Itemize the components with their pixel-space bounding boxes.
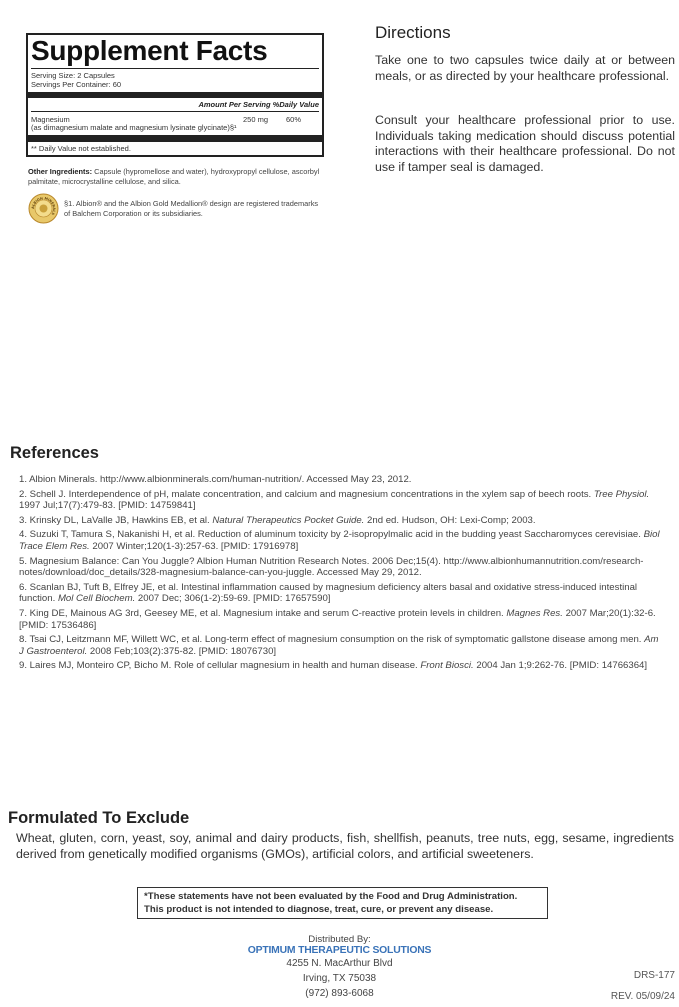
other-ingredients-label: Other Ingredients: bbox=[28, 167, 93, 176]
exclude-heading: Formulated To Exclude bbox=[8, 809, 190, 827]
divider-thick bbox=[28, 92, 322, 98]
reference-citation: 1997 Jul;17(7):479-83. [PMID: 14759841] bbox=[19, 500, 196, 512]
nutrient-amount: 250 mg bbox=[243, 115, 269, 124]
fda-disclaimer-line-2: This product is not intended to diagnose, treat, cure, or prevent any disease. bbox=[144, 903, 494, 915]
reference-journal: Mol Cell Biochem. bbox=[57, 593, 136, 605]
reference-item bbox=[19, 474, 665, 486]
reference-journal: Biol Trace Elem Res. bbox=[19, 529, 660, 552]
reference-journal: Front Biosci. bbox=[420, 660, 474, 672]
other-ingredients bbox=[28, 167, 328, 186]
distributor-address-2: Irving, TX 75038 bbox=[302, 973, 377, 984]
distributor-address-1: 4255 N. MacArthur Blvd bbox=[286, 958, 393, 969]
other-ingredients-text: Capsule (hypromellose and water), hydroxypropyl cellulose, ascorbyl palmitate, microcrystalline cellulose, and silica. bbox=[28, 167, 320, 186]
reference-item bbox=[19, 634, 665, 657]
reference-text: 3. Krinsky DL, LaValle JB, Hawkins EB, et al. bbox=[19, 514, 213, 526]
fda-disclaimer-box bbox=[137, 887, 548, 919]
nutrient-source: (as dimagnesium malate and magnesium lysinate glycinate)§¹ bbox=[31, 123, 237, 132]
reference-item bbox=[19, 515, 665, 527]
references-heading: References bbox=[10, 444, 99, 462]
reference-citation: 2007 Winter;120(1-3):257-63. [PMID: 17916978] bbox=[89, 540, 299, 552]
directions-paragraph-2: Consult your healthcare professional prior to use. Individuals taking medication should discuss potential interactions with their healthcare professional. Do not use if tamper seal is damaged. bbox=[375, 113, 675, 175]
supplement-facts-title: Supplement Facts bbox=[31, 35, 268, 66]
reference-text: 9. Laires MJ, Monteiro CP, Bicho M. Role of cellular magnesium in health and human disease. bbox=[19, 660, 421, 672]
reference-item bbox=[19, 529, 665, 552]
directions-paragraph-1: Take one to two capsules twice daily at or between meals, or as directed by your healthcare professional. bbox=[375, 53, 675, 83]
nutrient-row bbox=[31, 114, 319, 132]
reference-text: 5. Magnesium Balance: Can You Juggle? Albion Human Nutrition Research Notes. 2006 Dec;15(4). http://www.albionhumannutrition.com/research-notes/download/doc_details/328-magnesium-balance-can-you-juggle. Accessed May 29, 2012. bbox=[19, 555, 644, 579]
reference-text: 6. Scanlan BJ, Tuft B, Elfrey JE, et al. Intestinal inflammation caused by magnesium deficiency alters basal and oxidative stress-induced intestinal function. bbox=[19, 581, 638, 605]
reference-journal: Natural Therapeutics Pocket Guide. bbox=[212, 514, 365, 526]
supplement-facts-panel bbox=[26, 33, 324, 157]
reference-text: 2. Schell J. Interdependence of pH, malate concentration, and calcium and magnesium concentrations in the xylem sap of beech roots. bbox=[19, 488, 594, 500]
reference-citation: 2007 Mar;20(1):32-6. [PMID: 17536486] bbox=[19, 607, 656, 631]
divider-thick bbox=[28, 135, 322, 142]
reference-item bbox=[19, 556, 665, 579]
distributor-phone: (972) 893-6068 bbox=[305, 988, 374, 999]
reference-journal: Magnes Res. bbox=[506, 607, 563, 619]
distributed-by-label: Distributed By: bbox=[308, 934, 371, 945]
serving-size: Serving Size: 2 Capsules bbox=[31, 71, 115, 80]
daily-value-header: %Daily Value bbox=[272, 100, 319, 109]
divider bbox=[31, 68, 319, 69]
reference-journal: Am J Gastroenterol. bbox=[19, 634, 659, 657]
reference-text: 1. Albion Minerals. http://www.albionminerals.com/human-nutrition/. Accessed May 23, 2012. bbox=[19, 474, 412, 485]
reference-text: 4. Suzuki T, Tamura S, Nakanishi H, et al. Reduction of aluminum toxicity by 2-isopropylmalic acid in the budding yeast Saccharomyces cerevisiae. bbox=[19, 529, 644, 541]
nutrient-daily-value: 60% bbox=[286, 115, 302, 124]
reference-citation: 2nd ed. Hudson, OH: Lexi-Comp; 2003. bbox=[364, 514, 536, 526]
exclude-text: Wheat, gluten, corn, yeast, soy, animal and dairy products, fish, shellfish, peanuts, tree nuts, egg, sesame, ingredients derived from genetically modified organisms (GMOs), artificial colors, and artificial sweeteners. bbox=[16, 831, 674, 861]
amount-per-serving-header: Amount Per Serving bbox=[198, 100, 271, 109]
svg-text:ALBION MINERALS: ALBION MINERALS bbox=[30, 196, 57, 216]
reference-text: 8. Tsai CJ, Leitzmann MF, Willett WC, et al. Long-term effect of magnesium consumption on the risk of symptomatic gallstone disease among men. bbox=[19, 634, 645, 646]
reference-item bbox=[19, 582, 665, 605]
albion-medallion-icon bbox=[28, 193, 59, 224]
reference-item bbox=[19, 608, 665, 631]
reference-item bbox=[19, 489, 665, 512]
divider bbox=[31, 111, 319, 112]
nutrient-name: Magnesium bbox=[31, 115, 70, 124]
amount-header-row bbox=[31, 100, 319, 109]
fda-disclaimer-line-1: *These statements have not been evaluated by the Food and Drug Administration. bbox=[144, 891, 518, 902]
albion-trademark-note: §1. Albion® and the Albion Gold Medallion® design are registered trademarks of Balchem Corporation or its subsidiaries. bbox=[64, 199, 319, 218]
reference-citation: 2007 Dec; 306(1-2):59-69. [PMID: 17657590] bbox=[135, 593, 331, 605]
reference-item bbox=[19, 660, 665, 672]
references-list bbox=[19, 474, 665, 675]
distributor-name: OPTIMUM THERAPEUTIC SOLUTIONS bbox=[247, 945, 432, 956]
reference-citation: 2008 Feb;103(2):375-82. [PMID: 18076730] bbox=[87, 645, 277, 657]
reference-journal: Tree Physiol. bbox=[593, 488, 650, 500]
document-code: DRS-177 bbox=[633, 970, 675, 981]
reference-citation: 2004 Jan 1;9:262-76. [PMID: 14766364] bbox=[473, 660, 648, 672]
daily-value-footnote: ** Daily Value not established. bbox=[31, 144, 131, 153]
servings-per-container: Servings Per Container: 60 bbox=[31, 80, 122, 89]
reference-text: 7. King DE, Mainous AG 3rd, Geesey ME, et al. Magnesium intake and serum C-reactive protein levels in children. bbox=[19, 607, 507, 619]
directions-heading: Directions bbox=[375, 23, 451, 42]
revision-date: REV. 05/09/24 bbox=[610, 991, 675, 1002]
